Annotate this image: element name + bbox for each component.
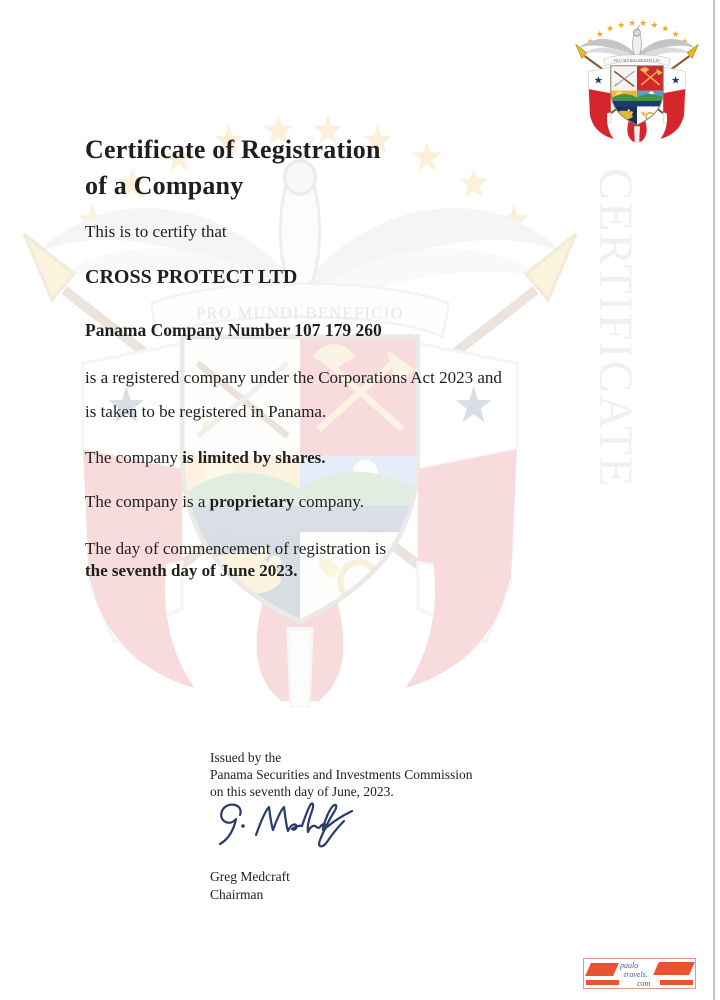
commencement-line: The day of commencement of registration is: [85, 539, 387, 558]
commencement-statement: [85, 538, 386, 582]
title-line-2: of a Company: [85, 171, 244, 200]
registered-statement-line-1: is a registered company under the Corporations Act 2023 and: [85, 368, 502, 387]
limited-bold-text: is limited by shares.: [182, 448, 326, 467]
certify-line: This is to certify that: [85, 222, 227, 241]
signatory-title: Chairman: [210, 886, 264, 902]
page-title: [85, 132, 381, 204]
logo-right-slab-icon: [653, 962, 695, 975]
proprietary-pre-text: The company is a: [85, 492, 210, 511]
issued-line-3: on this seventh day of June, 2023.: [210, 784, 394, 799]
certificate-watermark-text: CERTIFICATE: [589, 168, 642, 489]
logo-left-bar-icon: [586, 980, 619, 985]
issued-line-1: Issued by the: [210, 750, 282, 765]
registered-statement-line-2: is taken to be registered in Panama.: [85, 402, 327, 421]
title-line-1: Certificate of Registration: [85, 135, 381, 164]
proprietary-bold-text: proprietary: [209, 492, 295, 511]
company-number: Panama Company Number 107 179 260: [85, 320, 382, 340]
limited-by-shares-statement: [85, 447, 326, 469]
logo-right-bar-icon: [660, 980, 693, 985]
panama-coat-of-arms-emblem: [568, 12, 706, 143]
logo-text-line-1: paulo: [620, 961, 639, 970]
footer-logo: [583, 958, 696, 989]
proprietary-statement: [85, 491, 364, 513]
logo-left-slab-icon: [585, 963, 619, 976]
logo-text-line-2: travels.: [624, 970, 648, 979]
chairman-signature: [212, 799, 362, 857]
issued-by-block: [210, 749, 472, 800]
signatory-block: [210, 868, 290, 903]
signatory-name: Greg Medcraft: [210, 869, 290, 884]
logo-text-line-3: com: [637, 979, 651, 988]
commencement-date: the seventh day of June 2023.: [85, 561, 298, 580]
page-edge-line: [713, 0, 715, 1000]
limited-normal-text: The company: [85, 448, 183, 467]
company-name: CROSS PROTECT LTD: [85, 266, 298, 288]
issued-line-2: Panama Securities and Investments Commission: [210, 767, 473, 782]
proprietary-post-text: company.: [294, 492, 365, 511]
